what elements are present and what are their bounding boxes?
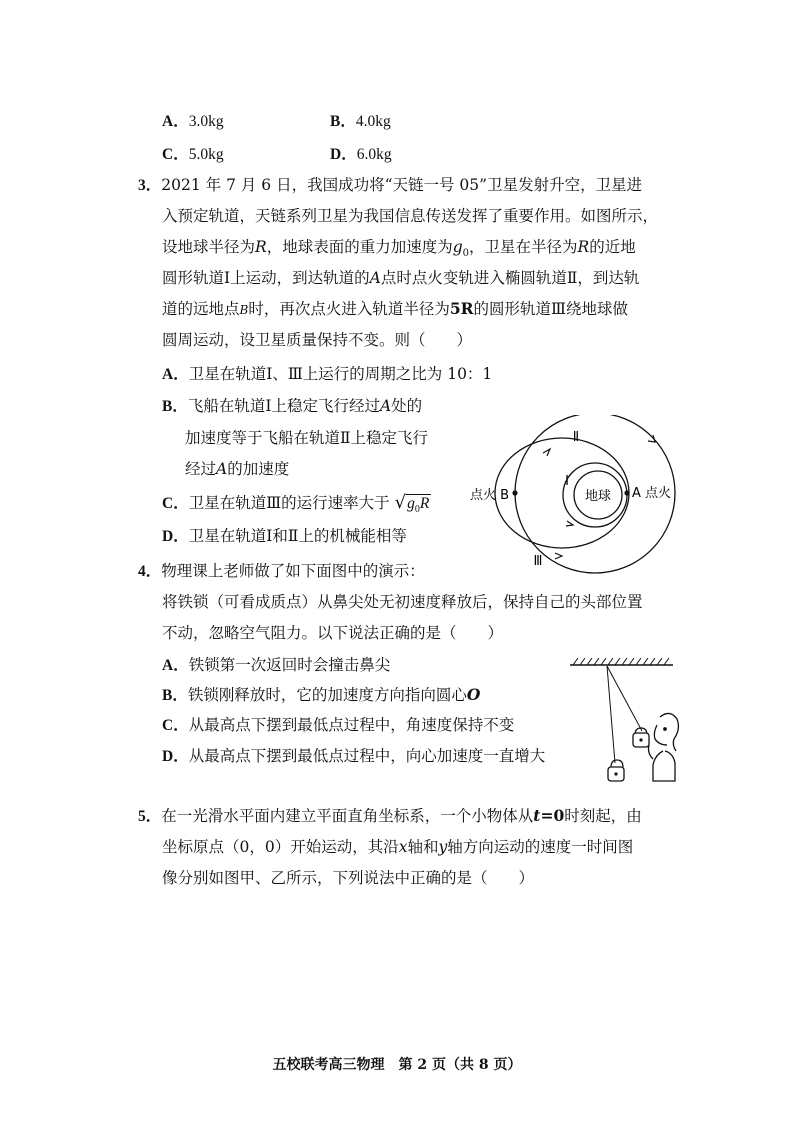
q3-option-b-line-2: 加速度等于飞船在轨道Ⅱ上稳定飞行 (185, 429, 429, 447)
orbit-i-arrow (566, 521, 573, 526)
q4-option-c: C．从最高点下摆到最低点过程中，角速度保持不变 (162, 716, 515, 734)
q3-stem-line-6: 圆周运动，设卫星质量保持不变。则（ ） (162, 331, 473, 349)
q3-option-b: B．飞船在轨道Ⅰ上稳定飞行经过A处的 (162, 397, 423, 415)
string-bottom (607, 666, 615, 763)
point-a-dot (624, 490, 629, 495)
pendulum-figure (565, 655, 680, 795)
point-b-dot (512, 490, 517, 495)
q3-stem-line-1: 3．2021 年 7 月 6 日，我国成功将“天链一号 05”卫星发射升空，卫星进 (138, 176, 643, 194)
q4-option-a: A．铁锁第一次返回时会撞击鼻尖 (162, 656, 391, 674)
q5-stem-line-1: 5．在一光滑水平面内建立平面直角坐标系，一个小物体从t=0时刻起，由 (138, 806, 642, 825)
q4-option-d: D．从最高点下摆到最低点过程中，向心加速度一直增大 (162, 747, 546, 765)
orbit-iii-label: Ⅲ (533, 554, 543, 569)
q3-stem-line-5: 道的远地点B时，再次点火进入轨道半径为5R的圆形轨道Ⅲ绕地球做 (162, 299, 628, 318)
lock-at-nose (633, 728, 649, 747)
q3-option-a: A．卫星在轨道Ⅰ、Ⅲ上运行的周期之比为 10：1 (162, 365, 493, 383)
q3-option-b-line-3: 经过A的加速度 (185, 460, 290, 478)
q3-stem-line-4: 圆形轨道Ⅰ上运动，到达轨道的A点时点火变轨进入椭圆轨道Ⅱ，到达轨 (162, 269, 640, 287)
q4-stem-line-1: 4．物理课上老师做了如下面图中的演示： (138, 562, 425, 580)
question-number: 3． (138, 177, 162, 194)
orbit-figure (455, 415, 700, 575)
q3-stem-line-3: 设地球半径为R，地球表面的重力加速度为$g_0$，卫星在半径为R的近地 (162, 238, 636, 260)
orbit-ii-arrow (543, 449, 550, 456)
question-number: 5． (138, 808, 162, 825)
teacher-figure (649, 713, 679, 781)
point-b-label: 点火 B (469, 488, 509, 503)
q5-stem-line-3: 像分别如图甲、乙所示，下列说法中正确的是（ ） (162, 869, 535, 887)
q5-stem-line-2: 坐标原点（0，0）开始运动，其沿x轴和y轴方向运动的速度一时间图 (162, 838, 634, 856)
earth-label: 地球 (584, 489, 612, 504)
q2-option-b: B．4.0kg (330, 113, 391, 130)
q3-option-d: D．卫星在轨道Ⅰ和Ⅱ上的机械能相等 (162, 527, 407, 545)
point-a-label: A 点火 (632, 486, 672, 501)
orbit-ii-label: Ⅱ (572, 430, 580, 445)
q4-option-b: B．铁锁刚释放时，它的加速度方向指向圆心O (162, 685, 481, 704)
q3-stem-line-2: 入预定轨道，天链系列卫星为我国信息传送发挥了重要作用。如图所示， (162, 207, 659, 225)
orbit-i-label: Ⅰ (565, 474, 569, 489)
q2-option-a: A．3.0kg (162, 113, 224, 130)
orbit-iii-arrow-bottom (555, 553, 562, 559)
q2-option-c: C．5.0kg (162, 146, 224, 163)
q3-option-c: C．卫星在轨道Ⅲ的运行速率大于 $√g_0R$ (162, 492, 431, 521)
lock-at-bottom (608, 760, 624, 781)
ceiling-hatch (573, 658, 669, 665)
string-released (607, 666, 642, 731)
question-number: 4． (138, 563, 162, 580)
sqrt-g0R: $√g_0R$ (394, 492, 430, 516)
q2-option-d: D．6.0kg (330, 146, 392, 163)
q4-stem-line-3: 不动，忽略空气阻力。以下说法正确的是（ ） (162, 624, 504, 642)
q4-stem-line-2: 将铁锁（可看成质点）从鼻尖处无初速度释放后，保持自己的头部位置 (162, 593, 643, 611)
page-footer: 五校联考高三物理 第 2 页（共 8 页） (272, 1057, 522, 1073)
